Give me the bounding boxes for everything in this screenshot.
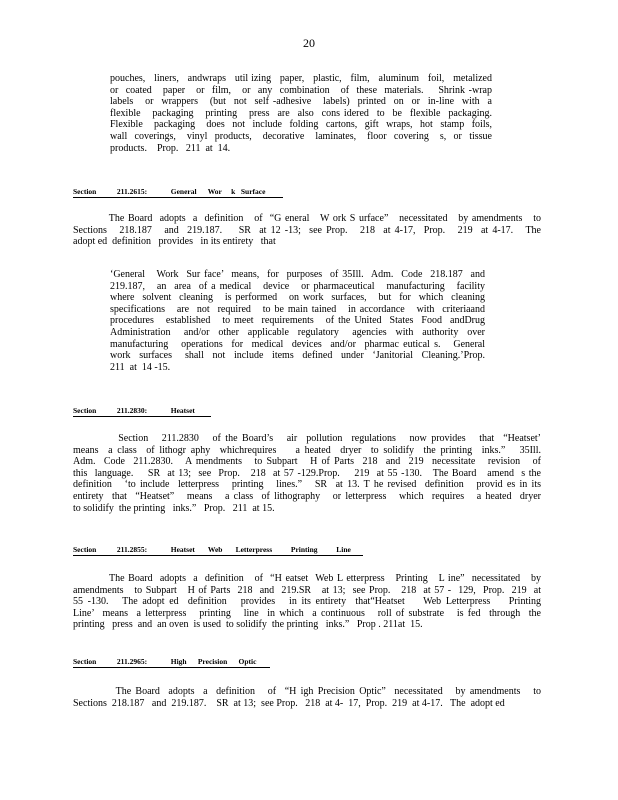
text-line: Administration and/or other applicable regulatory agencies with authority over: [110, 326, 485, 338]
section-label: Section: [73, 545, 97, 554]
section-number: 211.2965:: [116, 657, 148, 666]
text-line: work surfaces shall not include items defined under ‘Janitorial Cleaning.’Prop.: [110, 350, 485, 362]
page-number: 20: [303, 36, 315, 50]
section-label: Section: [73, 187, 97, 196]
text-line: means a class of lithogr aphy whichrequires a heated dryer to solidify the printing inks.” 35Ill.: [73, 444, 541, 456]
quote-block-flexible-packaging: [110, 73, 492, 154]
paragraph-heatset: [73, 433, 541, 514]
text-line: specifications are not required to be main tained in accordance with criteriaand: [110, 303, 485, 315]
text-line: 55 -130. The adopt ed definition provides in its entirety that“Heatset Web Letterpress Printing: [73, 596, 541, 608]
text-line: Sections 218.187 and 219.187. SR at 13; see Prop. 218 at 4- 17, Prop. 219 at 4-17. The adopt ed: [73, 697, 505, 709]
text-line: Section 211.2830 of the Board’s air pollution regulations now provides that “Heatset’: [73, 433, 541, 444]
text-line: Line’ means a letterpress printing line in which a continuous roll of substrate is fed through the: [73, 607, 541, 619]
text-line: ‘General Work Sur face’ means, for purposes of 35Ill. Adm. Code 218.187 and: [110, 269, 485, 280]
section-title: Heatset: [170, 406, 195, 415]
text-line: definition ‘to include letterpress printing lines.” SR at 13. T he revised definition provid es in its: [73, 479, 541, 491]
text-line: this language. SR at 13; see Prop. 218 at 57 -129.Prop. 219 at 55 -130. The Board amend s the: [73, 467, 541, 479]
text-line: flexible packaging printing press are also cons idered to be flexible packaging.: [110, 107, 492, 119]
section-heading-heatset: [73, 406, 211, 417]
text-line: pouches, liners, andwraps util izing paper, plastic, film, aluminum foil, metalized: [110, 73, 492, 84]
text-line: manufacturing operations for medical devices and/or pharmac eutical s. General: [110, 338, 485, 350]
section-heading-general-work-surface: [73, 187, 283, 198]
text-line: amendments to Subpart H of Parts 218 and 219.SR at 13; see Prop. 218 at 57 - 129, Prop. 219 at: [73, 584, 541, 596]
text-line: Sections 218.187 and 219.187. SR at 12 -13; see Prop. 218 at 4-17, Prop. 219 at 4-17. The: [73, 224, 541, 236]
text-line: labels or wrappers (but not self -adhesive labels) printed on or in-line with a: [110, 96, 492, 108]
section-title: High Precision Optic: [170, 657, 257, 666]
text-line: The Board adopts a definition of “H eatset Web L etterpress Printing L ine” necessitated by: [73, 573, 541, 584]
text-line: 211 at 14 -15.: [110, 361, 171, 373]
section-title: General Wor k Surface: [170, 187, 266, 196]
section-number: 211.2855:: [116, 545, 148, 554]
section-label: Section: [73, 406, 97, 415]
text-line: to solidify the printing inks.” Prop. 211 at 15.: [73, 502, 275, 514]
section-number: 211.2830:: [116, 406, 148, 415]
quote-block-general-work-surface: [110, 269, 485, 373]
section-heading-high-precision-optic: [73, 657, 270, 668]
text-line: 219.187, an area of a medical device or pharmaceutical manufacturing facility: [110, 280, 485, 292]
text-line: wall coverings, vinyl products, decorative laminates, floor covering s, or tissue: [110, 130, 492, 142]
text-line: entirety that “Heatset” means a class of lithography or letterpress which requires a heated dryer: [73, 490, 541, 502]
section-title: Heatset Web Letterpress Printing Line: [170, 545, 351, 554]
section-number: 211.2615:: [116, 187, 148, 196]
text-line: or coated paper or film, or any combination of these materials. Shrink -wrap: [110, 84, 492, 96]
paragraph-general-work-surface: [73, 213, 541, 248]
text-line: products. Prop. 211 at 14.: [110, 142, 231, 154]
paragraph-heatset-web-letterpress: [73, 573, 541, 631]
text-line: Adm. Code 211.2830. A mendments to Subpart H of Parts 218 and 219 necessitate revision of: [73, 456, 541, 468]
paragraph-high-precision-optic: [73, 686, 541, 709]
text-line: Flexible packaging does not include folding cartons, gift wraps, hot stamp foils,: [110, 119, 492, 131]
text-line: The Board adopts a definition of “G eneral W ork S urface” necessitated by amendments to: [73, 213, 541, 224]
text-line: adopt ed definition provides in its entirety that: [73, 236, 276, 248]
text-line: where solvent cleaning is performed on work surfaces, but for which cleaning: [110, 292, 485, 304]
text-line: The Board adopts a definition of “H igh Precision Optic” necessitated by amendments to: [73, 686, 541, 697]
section-label: Section: [73, 657, 97, 666]
text-line: procedures established to meet requirements of the United States Food andDrug: [110, 315, 485, 327]
text-line: printing press and an oven is used to solidify the printing inks.” Prop . 211at 15.: [73, 619, 423, 631]
section-heading-heatset-web-letterpress: [73, 545, 363, 556]
